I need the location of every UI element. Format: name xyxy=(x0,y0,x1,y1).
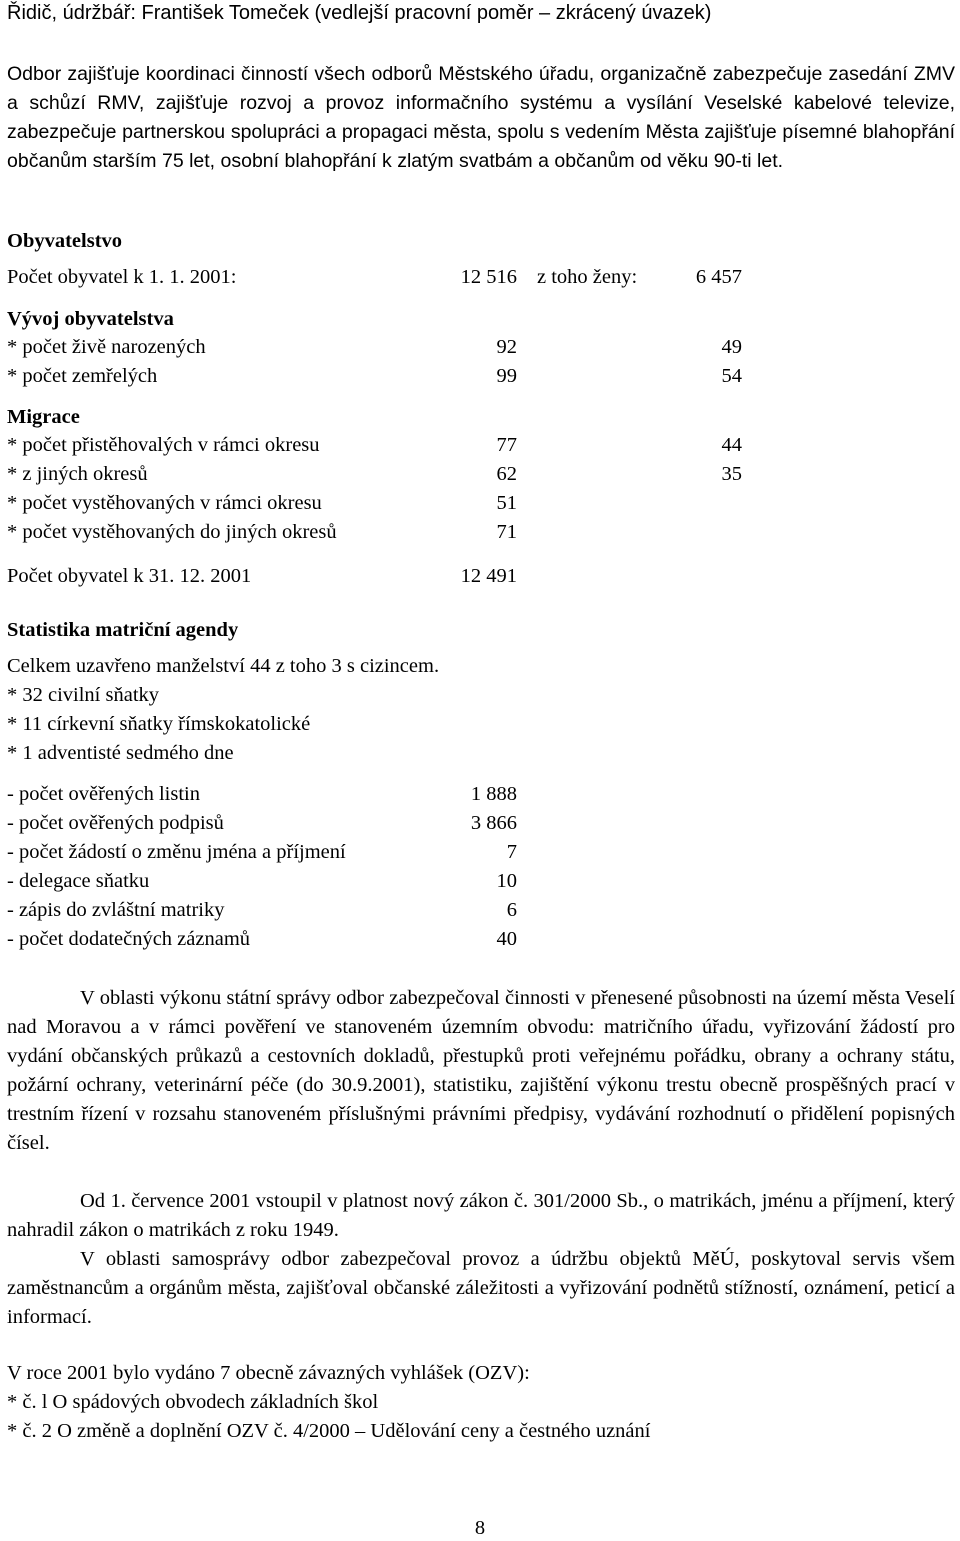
body-paragraph-2: Od 1. července 2001 vstoupil v platnost nový zákon č. 301/2000 Sb., o matrikách, jménu a příjmení, který nahradil zákon o matrikách z roku 1949. xyxy=(7,1190,955,1241)
migration-row-value: 71 xyxy=(496,521,517,543)
migration-row-value: 62 xyxy=(496,463,517,485)
registry-stat-row xyxy=(7,870,957,898)
migration-row xyxy=(7,492,957,520)
population-count-value: 12 516 xyxy=(460,266,517,288)
ordinance-item: * č. l O spádových obvodech základních škol xyxy=(7,1391,379,1413)
registry-stat-value: 6 xyxy=(506,899,517,921)
migration-row-label: * počet přistěhovalých v rámci okresu xyxy=(7,434,320,456)
registry-stat-value: 40 xyxy=(496,928,517,950)
migration-row-women-value: 35 xyxy=(721,463,742,485)
registry-stat-value: 7 xyxy=(506,841,517,863)
women-value: 6 457 xyxy=(695,266,742,288)
registry-stat-value: 10 xyxy=(496,870,517,892)
registry-stat-label: - delegace sňatku xyxy=(7,870,150,892)
migration-row xyxy=(7,463,957,491)
ordinance-item: * č. 2 O změně a doplnění OZV č. 4/2000 – Udělování ceny a čestného uznání xyxy=(7,1420,651,1442)
population-development-heading: Vývoj obyvatelstva xyxy=(7,308,174,330)
migration-heading: Migrace xyxy=(7,406,80,428)
population-heading: Obyvatelstvo xyxy=(7,230,123,252)
development-row xyxy=(7,336,957,364)
marriages-line: Celkem uzavřeno manželství 44 z toho 3 s cizincem. xyxy=(7,655,440,677)
migration-row-value: 77 xyxy=(496,434,517,456)
registry-stat-row xyxy=(7,928,957,956)
development-row-label: * počet zemřelých xyxy=(7,365,158,387)
migration-row-value: 51 xyxy=(496,492,517,514)
marriage-item: * 32 civilní sňatky xyxy=(7,684,160,706)
development-row-value: 99 xyxy=(496,365,517,387)
registry-stat-row xyxy=(7,841,957,869)
registry-stat-label: - zápis do zvláštní matriky xyxy=(7,899,225,921)
migration-row-label: * počet vystěhovaných v rámci okresu xyxy=(7,492,322,514)
registry-stat-label: - počet dodatečných záznamů xyxy=(7,928,251,950)
registry-stat-label: - počet žádostí o změnu jména a příjmení xyxy=(7,841,346,863)
development-row-women-value: 54 xyxy=(721,365,742,387)
women-label: z toho ženy: xyxy=(537,266,638,288)
migration-row-label: * počet vystěhovaných do jiných okresů xyxy=(7,521,337,543)
development-row xyxy=(7,365,957,393)
population-count-row xyxy=(7,266,957,294)
migration-row-women-value: 44 xyxy=(721,434,742,456)
marriage-item: * 11 církevní sňatky římskokatolické xyxy=(7,713,311,735)
registry-stat-row xyxy=(7,783,957,811)
population-end-label: Počet obyvatel k 31. 12. 2001 xyxy=(7,565,252,587)
registry-heading: Statistika matriční agendy xyxy=(7,619,239,641)
registry-stat-label: - počet ověřených listin xyxy=(7,783,200,805)
registry-stat-value: 1 888 xyxy=(470,783,517,805)
intro-line: Řidič, údržbář: František Tomeček (vedlejší pracovní poměr – zkrácený úvazek) xyxy=(7,2,712,24)
registry-stat-row xyxy=(7,899,957,927)
registry-stat-label: - počet ověřených podpisů xyxy=(7,812,224,834)
development-row-women-value: 49 xyxy=(721,336,742,358)
intro-paragraph: Odbor zajišťuje koordinaci činností všech odborů Městského úřadu, organizačně zabezpečuje zasedání ZMV a schůzí RMV, zajišťuje rozvoj a provoz informačního systému a vysílání Veselské kabelové televize, zabezpečuje partnerskou spolupráci a propagaci města, spolu s vedením Města zajišťuje písemné blahopřání občanům starším 75 let, osobní blahopřání k zlatým svatbám a občanům od věku 90-ti let. xyxy=(7,63,955,172)
development-row-label: * počet živě narozených xyxy=(7,336,206,358)
page-number: 8 xyxy=(474,1517,486,1539)
registry-stat-row xyxy=(7,812,957,840)
population-end-row xyxy=(7,565,957,593)
population-count-label: Počet obyvatel k 1. 1. 2001: xyxy=(7,266,237,288)
registry-stat-value: 3 866 xyxy=(470,812,517,834)
population-end-value: 12 491 xyxy=(460,565,517,587)
body-paragraph-3: V oblasti samosprávy odbor zabezpečoval provoz a údržbu objektů MěÚ, poskytoval servis všem zaměstnancům a orgánům města, zajišťoval občanské záležitosti a vyřizování podnětů stížností, oznámení, peticí a informací. xyxy=(7,1248,955,1328)
ordinances-heading: V roce 2001 bylo vydáno 7 obecně závazných vyhlášek (OZV): xyxy=(7,1362,530,1384)
migration-row xyxy=(7,521,957,549)
development-row-value: 92 xyxy=(496,336,517,358)
marriage-item: * 1 adventisté sedmého dne xyxy=(7,742,234,764)
body-paragraph-1: V oblasti výkonu státní správy odbor zabezpečoval činnosti v přenesené působnosti na území města Veselí nad Moravou a v rámci pověření ve stanoveném územním obvodu: matričního úřadu, vyřizování žádostí pro vydání občanských průkazů a cestovních dokladů, přestupků proti veřejnému pořádku, obrany a ochrany státu, požární ochrany, veterinární péče (do 30.9.2001), statistiku, zajištění výkonu trestu obecně prospěšných prací v trestním řízení v rozsahu stanoveném příslušnými právními předpisy, vydávání rozhodnutí o přidělení popisných čísel. xyxy=(7,987,955,1154)
migration-row-label: * z jiných okresů xyxy=(7,463,148,485)
migration-row xyxy=(7,434,957,462)
